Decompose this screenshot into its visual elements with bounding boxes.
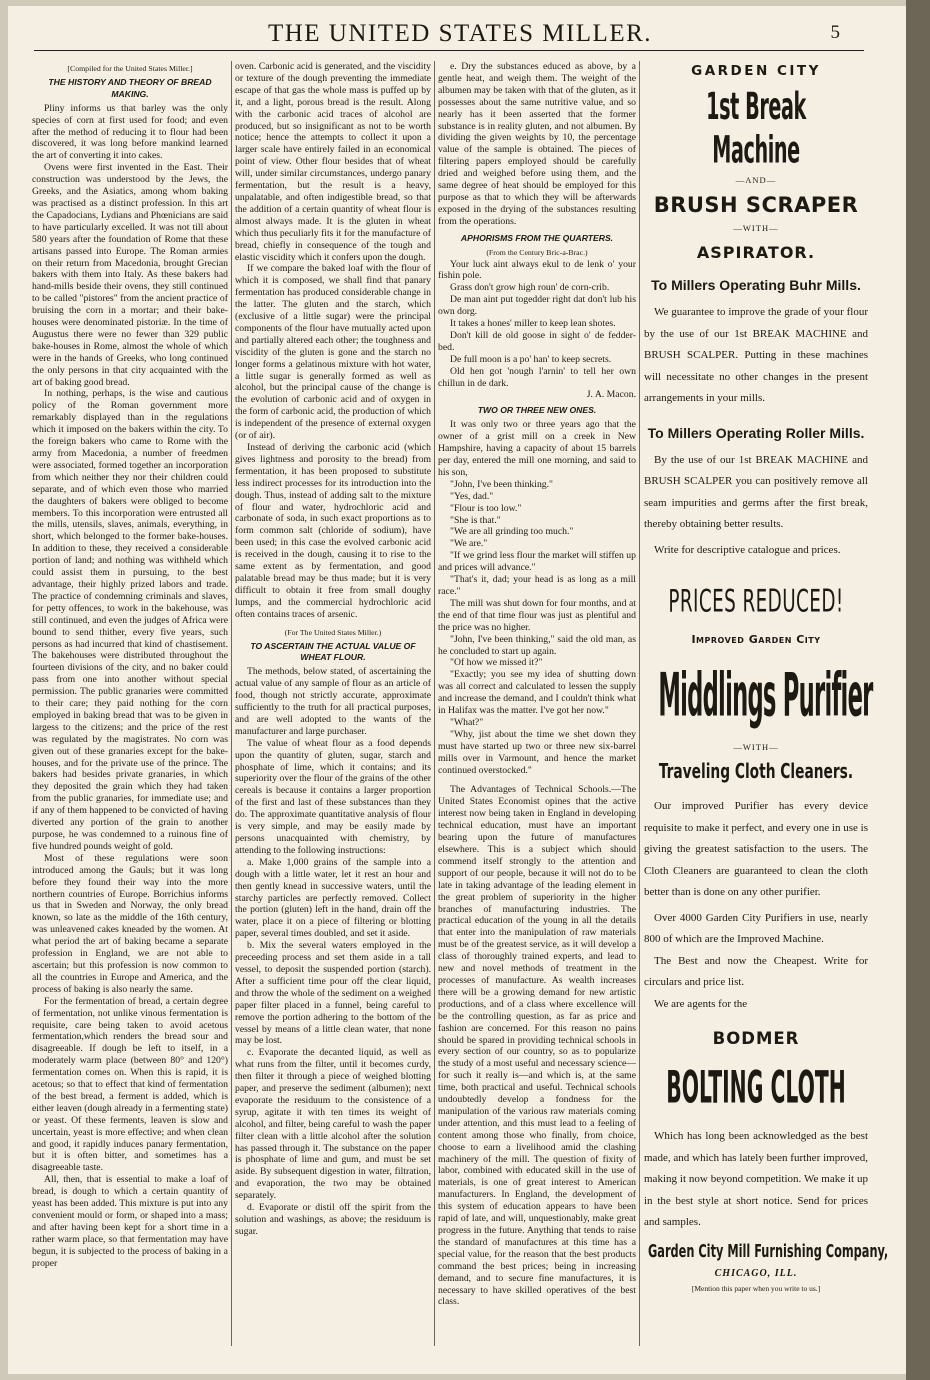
article-paragraph: The methods, below stated, of ascertaining the actual value of any sample of flour as an article of food, though not strictly accurate, approximate sufficiently to the truth for all practical purposes, and are well adopted to the wants of the manufacturer and large purchaser. [235,666,431,737]
aphorism: Grass don't grow high roun' de corn-crib. [450,282,610,294]
aphorisms-credit: (From the Century Bric-a-Brac.) [486,247,588,257]
story-line: "John, I've been thinking," said the old man, as he concluded to start up again. [438,633,636,657]
ad-city: CHICAGO, ILL. [714,1267,798,1279]
article-heading: THE HISTORY AND THEORY OF BREAD MAKING. [48,76,212,99]
story-line: "Yes, dad." [450,490,494,502]
ad-traveling-cloth: Traveling Cloth Cleaners. [658,760,854,784]
story-line: "Exactly; you see my idea of shutting down was all correct and calculated to lessen the supply and increase the demand, and I couldn't think what in Halifax was the matter. I've got her now." [438,669,636,717]
story-line: "She is that." [450,514,501,526]
masthead [8,18,912,54]
aphorism: It takes a hones' miller to keep lean shotes. [450,318,616,330]
ad-bolting-text: Which has long been acknowledged as the best made, and which has lately been further improved, making it now beyond competition. We make it up in the best style at short notice. Send for prices and samples. [644,1130,868,1228]
ad-buhr-heading: To Millers Operating Buhr Mills. [651,277,861,293]
story-line: "Why, jist about the time we shet down they must have started up two or three new six-barrel mills over in Varmount, and hence the market continued overstocked." [438,728,636,776]
ad-improved: Improved Garden City [691,633,821,646]
ad-buhr-text: We guarantee to improve the grade of your flour by the use of our 1st BREAK MACHINE and BRUSH SCALPER. Putting in these machines will necessitate no other changes in the present arrangements in your mills. [644,306,868,404]
column-divider [434,61,435,1346]
article-paragraph: Most of these regulations were soon introduced among the Gauls; but it was long before they found their way into the more northern countries of Europe. Borrichius informs us that in Sweden and Norway, the only bread known, so late as the middle of the 16th century, was unleavened cakes kneaded by the women. At what period the art of baking became a separate profession in England, we are not able to ascertain; but this profession is now common to all the countries in Europe and America, and the process of baking is also nearly the same. [32,852,228,995]
story-line: "Of how we missed it?" [450,657,543,669]
ad-write-text: Write for descriptive catalogue and prices. [654,543,841,556]
column-2-wheat-flour [235,61,431,1351]
aphorisms-heading: APHORISMS FROM THE QUARTERS. [460,232,614,243]
ad-break-machine: 1st Break Machine [706,85,806,173]
story-line: "John, I've been thinking." [450,478,554,490]
aphorism: Your luck aint always ekul to de lenk o' your fishin pole. [438,258,636,282]
article-credit: (For The United States Miller.) [284,627,382,637]
story-line: It was only two or three years ago that the owner of a grist mill on a creek in New Hampshire, having a capacity of about 15 barrels per day, entered the mill one morning, and said to his son, [438,419,636,478]
aphorism: De full moon is a po' han' to keep secrets. [450,353,612,365]
story-line: "We are." [450,538,488,550]
ad-middlings-purifier: Middlings Purifier [658,661,873,731]
aphorism: Don't kill de old goose in sight o' de fedder-bed. [438,329,636,353]
aphorism: De man aint put togedder right dat don't lub his own dorg. [438,294,636,318]
story-line: "What?" [450,716,484,728]
binding-edge [906,0,930,1380]
ad-roller-heading: To Millers Operating Roller Mills. [647,424,865,441]
ad-with: —WITH— [733,742,779,752]
newspaper-page [8,6,912,1374]
aphorism: Old hen got 'nough l'arnin' to tell her own chillun in de dark. [438,365,636,389]
ad-with: —WITH— [733,223,779,233]
ad-brush-scraper: BRUSH SCRAPER [653,193,859,217]
ad-over-text: Over 4000 Garden City Purifiers in use, nearly 800 of which are the Improved Machine. [644,911,868,945]
story-line: "Flour is too low." [450,502,522,514]
ad-agents-text: We are agents for the [654,997,748,1010]
column-3-miscellany [438,61,636,1351]
garden-city-advertisement [644,58,889,1348]
article-paragraph: d. Evaporate or distil off the spirit from the solution and washings, as above; the residuum is sugar. [235,1202,431,1237]
story-line: The mill was shut down for four months, and at the end of that time flour was just as plentiful and the price was no higher. [438,597,636,633]
ad-and: —AND— [735,175,777,185]
article-paragraph: Pliny informs us that barley was the only species of corn at first used for food; and even after the method of reducing it to flour had been discovered, it was long before mankind learned the art of converting it into cakes. [32,102,228,162]
column-divider [639,61,640,1346]
masthead-rule [34,50,864,51]
ad-mention-note: [Mention this paper when you write to us.] [691,1283,821,1293]
article-paragraph: b. Mix the several waters employed in the preceeding process and set them aside in a tall vessel, to deposit the suspended portion (starch). After a sufficient time pour off the clear liquid, and throw the whole of the sediment on a weighed paper filter placed in a funnel, being careful to remove the portion adhering to the bottom of the vessel by means of a little clean water, that none may be lost. [235,940,431,1047]
article-paragraph: Instead of deriving the carbonic acid (which gives lightness and porosity to the bread) from fermentation, it has been proposed to substitute less indirect processes for its introduction into the dough. Thus, instead of adding salt to the mixture of flour and water, hydrochloric acid and carbonate of soda, in such exact proportions as to form common salt (chloride of sodium), have been used; in this case the evolved carbonic acid is received in the dough, causing it to rise to the same extent as by fermentation, and good palatable bread may be thus made; but it is very difficult to obtain it free from small doughy lumps, and the commercial hydrochloric acid often contains traces of arsenic. [235,442,431,620]
article-paragraph: c. Evaporate the decanted liquid, as well as what runs from the filter, until it becomes curdy, then filter it through a piece of weighed blotting paper, and preserve the sediment (albumen); next evaporate the residuum to the consistence of a syrup, agitate it with ten times its weight of alcohol, and filter, being careful to wash the paper filter clean with a little alcohol after the solution has passed through it. The substance on the paper is phosphate of lime and gum, and must be set aside. By subsequent digestion in water, filtration, and evaporation, the two may be obtained separately. [235,1047,431,1202]
article-paragraph: All, then, that is essential to make a loaf of bread, is dough to which a certain quantity of yeast has been added. This mixture is put into any convenient mould or form, or shaped into a mass; and after having been kept for a short time in a rather warm place, so that fermentation may have begun, it is subjected to the process of baking in a proper [32,1174,228,1269]
ad-aspirator: ASPIRATOR. [696,243,816,262]
article-paragraph: If we compare the baked loaf with the flour of which it is composed, we shall find that panary fermentation has produced considerable change in the latter. The gluten and the starch, which (exclusive of a little sugar) were the principal components of the flour have mutually acted upon and partially altered each other; the toughness and viscidity of the gluten is gone and the starch no longer forms a gelatinous mixture with hot water, a little sugar is generally formed as well as alcohol, but the principal cause of the change is the evolution of carbonic acid and of oxygen in the form of carbonic acid, the production of which is independent of the presence of external oxygen (or of air). [235,263,431,442]
article-heading: TO ASCERTAIN THE ACTUAL VALUE OF WHEAT FLOUR. [250,640,416,663]
story-line: "We are all grinding too much." [450,526,574,538]
new-ones-heading: TWO OR THREE NEW ONES. [477,405,597,416]
article-paragraph: a. Make 1,000 grains of the sample into a dough with a little water, let it rest an hour and then gently knead in successive waters, until the starchy particles are perfectly removed. Collect the portion (gluten) left in the hand, drain off the water, place it on a piece of filtering or blotting paper, several times doubled, and set it aside. [235,856,431,940]
aphorisms-signature: J. A. Macon. [586,389,636,401]
article-paragraph: Ovens were first invented in the East. Their construction was understood by the Jews, the Greeks, and the Asiatics, among whom baking was practised as a distinct profession. In this art the Capadocians, Lydians and Phœnicians are said to have particularly excelled. It was not till about 580 years after the foundation of Rome that these artisans passed into Europe. The Roman armies on their return from Macedonia, brought Grecian bakers with them into Italy. As these bakers had hand-mills beside their ovens, they still continued to be called "pistores" from the ancient practice of bruising the corn in a mortar; and their bake-houses were denominated pistoriæ. In the time of Augustus there were no fewer than 329 public bake-houses in Rome, almost the whole of which were in the hands of Greeks, who long continued the only persons in that city acquainted with the art of baking good bread. [32,162,228,388]
ad-purifier-text: Our improved Purifier has every device requisite to make it perfect, and every one in use is giving the greatest satisfaction to the users. The Cloth Cleaners are guaranteed to clean the cloth better than is done on any other purifier. [644,800,868,898]
ad-roller-text: By the use of our 1st BREAK MACHINE and BRUSH SCALPER you can positively remove all seam impurities and germs after the first break, thereby obtaining better results. [644,453,868,530]
article-credit: [Compiled for the United States Miller.] [67,64,193,73]
ad-best-text: The Best and now the Cheapest. Write for circulars and price list. [644,954,868,988]
article-paragraph: The Advantages of Technical Schools.—The United States Economist opines that the active interest now being taken in England in developing technical education, must have an important bearing upon the future of manufactures elsewhere. This is a subject which should commend itself strongly to the attention and support of our people, because it will not do to be late in taking advantage of the leading element in the great problem of superiority in the higher branches of manufacturing industries. The practical education of the young in all the details that enter into the manipulation of raw materials must be of the greatest service, as it will develop a class of thoroughly trained experts, and lead to new and novel methods of treatment in the processes of manufacture. As wealth increases there will be a growing demand for new artistic productions, and of a class where excellence will be the controlling question, as far as price and fashion are concerned. For this reason no pains should be spared in providing technical schools in every section of our country, so as to popularize the study of a most useful and necessary science—for such it really is—and which is, at the same time, both practical and useful. Technical schools undoubtedly develop a fondness for the manipulation of the various raw materials coming under attention, and this must lead to a feeling of content among those who finally, from choice, choose to earn a livelihood amid the clashing machinery of the mill. The question of fixity of labor, combined with educated skill in the use of materials, is one of great interest to American manufacturers. In England, the development of this system of education appears to have been rapid of late, and will, unquestionably, make great progress in the future. Anything that tends to raise the standard of manufactures at this time has a special value, for the reason that the best products command the best prices; being in increasing demand, and to secure fine manufactures, it is necessary to have skilled operatives of the best class. [438,784,636,1308]
ad-garden-city: GARDEN CITY [691,63,821,79]
article-paragraph: oven. Carbonic acid is generated, and the viscidity or texture of the dough preventing the immediate escape of that gas the whole mass is puffed up by it, and a light, porous bread is the result. Along with the carbonic acid traces of alcohol are produced, but so insignificant as not to be worth notice; hence the attempts to collect it upon a larger scale have entirely failed in an economical point of view. Other flour besides that of wheat will, under similar circumstances, undergo panary fermentation, but the result is a heavy, unpalatable, and often indigestible bread, so that the addition of a certain quantity of wheat flour is almost always made. It is the gluten in wheat which thus peculiarly fits it for the manufacture of bread, chiefly in consequence of the tough and elastic viscidity which it confers upon the dough. [235,61,431,263]
ad-company-name: Garden City Mill Furnishing Company, [648,1241,889,1262]
article-paragraph: e. Dry the substances educed as above, by a gentle heat, and weigh them. The weight of the albumen may be taken with that of the gluten, as it possesses about the same nutritive value, and so nearly has it been asserted that the former substance is in reality gluten, and not albumen. By dividing the given weights by 10, the percentage value of the sample is obtained. The pieces of filtering papers employed should be carefully dried and weighed before using them, and the same degree of heat should be employed for this purpose as that to which they will be afterwards exposed in the drying of the substances resulting from the operations. [438,61,636,227]
ad-bolting-cloth: BOLTING CLOTH [666,1060,846,1114]
column-divider [231,61,232,1346]
ad-bodmer: BODMER [712,1029,800,1048]
article-paragraph: In nothing, perhaps, is the wise and cautious policy of the Roman government more remarkably displayed than in the regulations which it imposed on the bakers within the city. To the foreign bakers who came to Rome with the army from Macedonia, a number of freedmen were associated, formed together an incorporation from which neither they nor their children could separate, and of which even those who married the daughters of bakers were obliged to become members. To this incorporation were entrusted all the mills, utensils, slaves, animals, everything, in short, which belonged to the former bake-houses. In addition to these, they received a considerable portion of land; and nothing was withheld which could assist them in pursuing, to the best advantage, their highly prized labors and trade. The practice of condemning criminals and slaves, for petty offences, to work in the bakehouse, was still continued, and even the judges of Africa were bound to send thither, every five years, such persons as had incurred that kind of chastisement. The bakehouses were distributed throughout the fourteen divisions of the city, and no baker could pass from one into another without special permission. The public granaries were committed to their care; they paid nothing for the corn employed in baking bread that was to be given in largess to the citizens; and the price of the rest was regulated by the magistrates. No corn was given out of these granaries except for the bake-houses, and for the private use of the prince. The bakers had besides private granaries, in which they deposited the grain which they had taken from the public granaries, for immediate use; and if any of them happened to be convicted of having diverted any portion of the grain to another purpose, he was condemned to a ruinous fine of five hundred pounds weight of gold. [32,388,228,852]
ad-prices-reduced: PRICES REDUCED! [668,582,844,620]
story-line: "That's it, dad; your head is as long as a mill race." [438,574,636,597]
story-line: "If we grind less flour the market will stiffen up and prices will advance." [438,550,636,574]
newspaper-title: THE UNITED STATES MILLER. [267,20,653,47]
article-paragraph: The value of wheat flour as a food depends upon the quantity of gluten, sugar, starch and phosphate of lime, which it contains; and its superiority over the flour of the grains of the other cereals is because it contains a larger proportion of the first and last of these substances than they do. The approximate quantitative analysis of flour is very simple, and may be easily made by persons unacquainted with chemistry, by attending to the following instructions: [235,737,431,856]
page-number: 5 [830,22,840,43]
column-1-history-of-bread [32,61,228,1351]
article-paragraph: For the fermentation of bread, a certain degree of fermentation, not unlike vinous fermentation is requisite, care being taken to avoid acetous fermentation,which renders the bread sour and disagreeable. If dough be left to itself, in a moderately warm place (between 80° and 120°) fermentation comes on. When this is rapid, it is acetous; so that to effect that kind of fermentation of the best bread, a ferment is added, which is either leaven (dough already in a fermenting state) or yeast. Of these ferments, leaven is slow and uncertain, yeast is more effective; and when clean and good, it rapidly induces panary fermentation, but it is often bitter, and sometimes has a disagreeable taste. [32,995,228,1174]
